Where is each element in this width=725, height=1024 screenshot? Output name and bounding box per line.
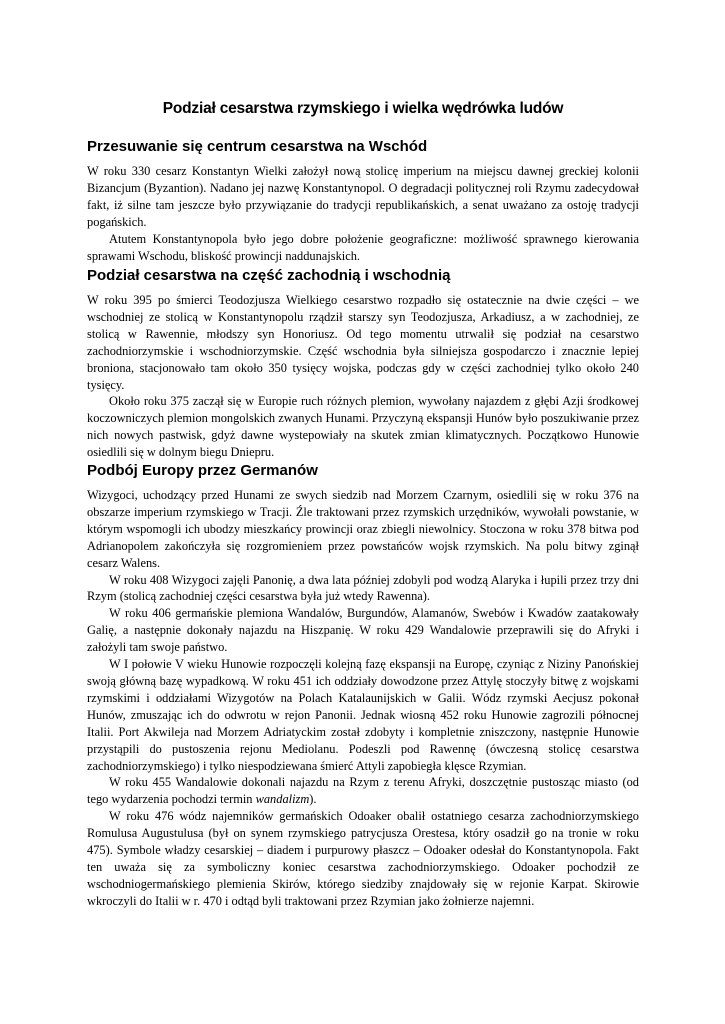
paragraph: W I połowie V wieku Hunowie rozpoczęli kolejną fazę ekspansji na Europę, czyniąc z Niziny Panońskiej swoją główną bazę wypadkową. W roku 451 ich oddziały dowodzone przez Attylę stoczyły bitwę z wojskami rzymskimi i oddziałami Wizygotów na Polach Katalaunijskich w Galii. Wódz rzymski Aecjusz pokonał Hunów, zmuszając ich do odwrotu w rejon Panonii. Jednak wiosną 452 roku Hunowie zagrozili północnej Italii. Port Akwileja nad Morzem Adriatyckim został zdobyty i kompletnie zniszczony, następnie Hunowie przystąpili do pustoszenia rejonu Mediolanu. Podeszli pod Rawennę (ówczesną stolicę cesarstwa zachodniorzymskiego) i tylko niespodziewana śmierć Attyli zapobiegła klęsce Rzymian. — [87, 657, 639, 773]
paragraph: Wizygoci, uchodzący przed Hunami ze swych siedzib nad Morzem Czarnym, osiedlili się w roku 376 na obszarze imperium rzymskiego w Tracji. Źle traktowani przez rzymskich urzędników, wywołali powstanie, w którym wspomogli ich ubodzy mieszkańcy prowincji oraz zbiegli niewolnicy. Stoczona w roku 378 bitwa pod Adrianopolem zakończyła się rozgromieniem przez powstańców wojsk rzymskich. Na polu bitwy zginął cesarz Walens. — [87, 488, 639, 570]
paragraph-text: ). — [309, 792, 317, 807]
section-center-shift-east — [87, 137, 639, 264]
section-heading: Podbój Europy przez Germanów — [87, 462, 318, 479]
paragraph: Około roku 375 zaczął się w Europie ruch różnych plemion, wywołany najazdem z głębi Azji środkowej koczowniczych plemion mongolskich zwanych Hunami. Przyczyną ekspansji Hunów było poszukiwanie przez nich nowych pastwisk, gdyż dawne wystepowiały na skutek zmian klimatycznych. Początkowo Hunowie osiedlili się w dolnym biegu Dniepru. — [87, 394, 639, 460]
paragraph: W roku 395 po śmierci Teodozjusza Wielkiego cesarstwo rozpadło się ostatecznie na dwie części – we wschodniej ze stolicą w Konstantynopolu rządził starszy syn Teodozjusza, Arkadiusz, a w zachodniej, ze stolicą w Rawennie, młodszy syn Honoriusz. Od tego momentu utrwalił się podział na cesarstwo zachodniorzymskie i wschodniorzymskie. Część wschodnia była silniejsza gospodarczo i znacznie lepiej broniona, stacjonowało tam około 350 tysięcy wojska, podczas gdy w części zachodniej tylko około 240 tysięcy. — [87, 293, 639, 392]
section-empire-division — [87, 266, 639, 461]
paragraph: W roku 476 wódz najemników germańskich Odoaker obalił ostatniego cesarza zachodniorzymskiego Romulusa Augustulusa (był on synem rzymskiego patrycjusza Orestesa, który osadził go na tronie w roku 475). Symbole władzy cesarskiej – diadem i purpurowy płaszcz – Odoaker odesłał do Konstantynopola. Fakt ten uważa się za symboliczny koniec cesarstwa zachodniorzymskiego. Odoaker pochodził ze wschodniogermańskiego plemienia Skirów, którego siedziby znajdowały się w rejonie Karpat. Skirowie wkroczyli do Italii w r. 470 i odtąd byli traktowani przez Rzymian jako żołnierze najemni. — [87, 809, 639, 908]
paragraph: W roku 406 germańskie plemiona Wandalów, Burgundów, Alamanów, Swebów i Kwadów zaatakowały Galię, a następnie dokonały najazdu na Hiszpanię. W roku 429 Wandalowie przeprawili się do Afryki i założyli tam swoje państwo. — [87, 606, 639, 655]
section-heading: Przesuwanie się centrum cesarstwa na Wschód — [87, 138, 428, 155]
paragraph: Atutem Konstantynopola było jego dobre położenie geograficzne: możliwość sprawnego kierowania sprawami Wschodu, bliskość prowincji naddunajskich. — [87, 231, 639, 263]
document-title: Podział cesarstwa rzymskiego i wielka wędrówka ludów — [162, 100, 564, 117]
paragraph-text: W roku 455 Wandalowie dokonali najazdu na Rzym z terenu Afryki, doszczętnie pustosząc miasto (od tego wydarzenia pochodzi termin — [87, 775, 639, 807]
paragraph — [87, 774, 639, 808]
section-heading: Podział cesarstwa na część zachodnią i wschodnią — [87, 267, 451, 284]
paragraph: W roku 408 Wizygoci zajęli Panonię, a dwa lata później zdobyli pod wodzą Alaryka i łupili przez trzy dni Rzym (stolicą zachodniej części cesarstwa była już wtedy Rawenna). — [87, 572, 639, 604]
paragraph: W roku 330 cesarz Konstantyn Wielki założył nową stolicę imperium na miejscu dawnej greckiej kolonii Bizancjum (Byzantion). Nadano jej nazwę Konstantynopol. O degradacji politycznej roli Rzymu zadecydował fakt, iż silne tam jeszcze było przywiązanie do tradycji republikańskich, a senat uważano za ostoję tradycji pogańskich. — [87, 164, 639, 229]
section-germanic-conquest — [87, 461, 639, 910]
italic-term: wandalizm — [255, 792, 310, 807]
